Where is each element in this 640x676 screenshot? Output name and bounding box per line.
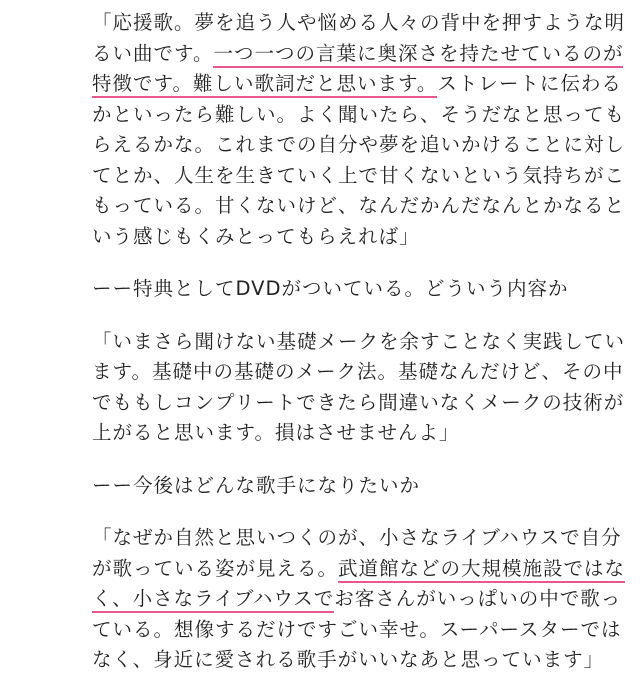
text-segment: ストレートに伝わる — [437, 72, 622, 95]
interview-question-2 — [92, 274, 582, 305]
text-line: いう感じもくみとってもらえれば」 — [92, 224, 420, 248]
text-line: ている。想像するだけですごい幸せ。スーパースターでは — [92, 617, 622, 641]
interview-question-3 — [92, 471, 582, 502]
text-line — [92, 39, 624, 70]
text-line: でももしコンプリートできたら間違いなくメークの技術が — [92, 390, 625, 414]
question-text: ーー特典としてDVDがついている。どういう内容か — [92, 277, 569, 300]
highlighted-text: 一つ一つの言葉に奥深さを持たせているのが — [213, 42, 623, 68]
text-line — [92, 69, 622, 100]
answer-paragraph-1 — [92, 8, 626, 252]
highlighted-text: 武道館などの大規模施設ではな — [338, 557, 625, 583]
highlighted-text: く、小さなライブハウスで — [92, 587, 334, 613]
text-line — [92, 554, 626, 585]
text-line: 「応援歌。夢を追う人や悩める人々の背中を押すような明 — [92, 11, 626, 34]
paragraph-gap — [92, 501, 582, 523]
question-text: ーー今後はどんな歌手になりたいか — [92, 473, 421, 497]
highlighted-text: 特徴です。難しい歌詞だと思います。 — [92, 72, 437, 98]
text-line: ます。基礎中の基礎のメーク法。基礎なんだけど、その中 — [92, 360, 624, 383]
text-line: 上がると思います。損はさせませんよ」 — [92, 421, 460, 444]
text-line: なく、身近に愛される歌手がいいなあと思っています」 — [92, 648, 605, 671]
text-line — [92, 584, 622, 615]
paragraph-gap — [92, 449, 582, 471]
paragraph-gap — [92, 252, 582, 274]
text-line: 「なぜか自然と思いつくのが、小さなライブハウスで自分 — [92, 526, 622, 549]
text-segment: るい曲です。 — [92, 41, 214, 65]
answer-paragraph-2 — [92, 327, 626, 449]
answer-paragraph-3 — [92, 523, 626, 676]
text-line: らえるかな。これまでの自分や夢を追いかけることに対し — [92, 133, 626, 156]
paragraph-gap — [92, 305, 582, 327]
text-line: てとか、人生を生きていく上で甘くないという気持ちがこ — [92, 163, 626, 187]
text-line: かといったら難しい。よく聞いたら、そうだなと思っても — [92, 102, 626, 126]
text-line: もっている。甘くないけど、なんだかんだなんとかなると — [92, 194, 626, 217]
text-segment: お客さんがいっぱいの中で歌っ — [334, 587, 622, 610]
text-line: 「いまさら聞けない基礎メークを余すことなく実践してい — [92, 329, 626, 353]
text-segment: が歌っている姿が見える。 — [92, 556, 339, 580]
